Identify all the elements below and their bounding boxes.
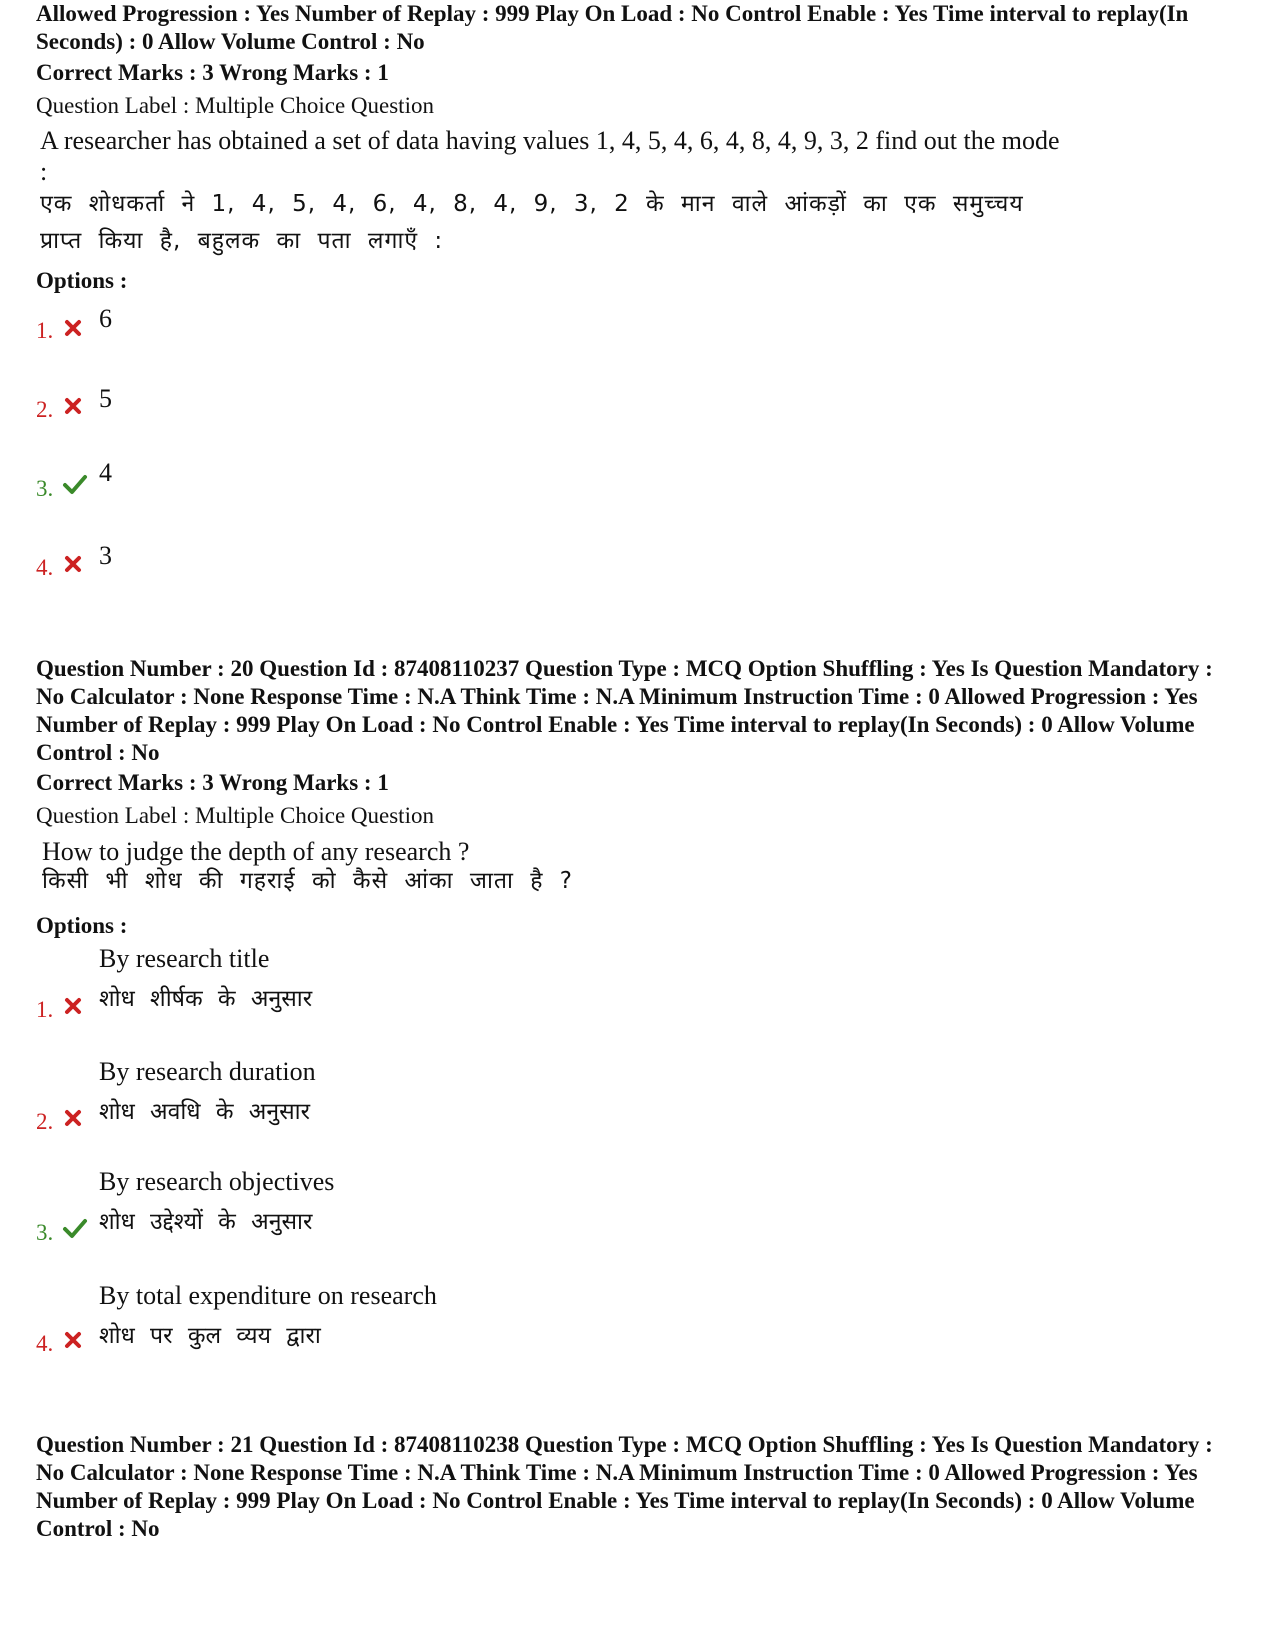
q19-option-2-text: 5	[99, 384, 112, 413]
q19-question-text-en: A researcher has obtained a set of data having values 1, 4, 5, 4, 6, 4, 8, 4, 9, 3, 2 find out the mode :	[40, 126, 1060, 186]
q19-option-4-number: 4.	[36, 555, 54, 580]
q20-option-1-text-hi: शोध शीर्षक के अनुसार	[99, 986, 313, 1012]
q19-meta: Allowed Progression : Yes Number of Replay : 999 Play On Load : No Control Enable : Yes Time interval to replay(In Seconds) : 0 Allow Volume Control : No	[36, 1, 1189, 54]
q20-options-label: Options :	[36, 913, 128, 938]
q19-option-3-text: 4	[99, 458, 112, 487]
q20-marks: Correct Marks : 3 Wrong Marks : 1	[36, 770, 389, 795]
q20-meta: Question Number : 20 Question Id : 87408110237 Question Type : MCQ Option Shuffling : Yes Is Question Mandatory : No Calculator : None Response Time : N.A Think Time : N.A Minimum Instruction Time : 0 Allowed Progression : Yes Number of Replay : 999 Play On Load : No Control Enable : Yes Time interval to replay(In Seconds) : 0 Allow Volume Control : No	[36, 656, 1213, 765]
q20-option-2-text-en: By research duration	[99, 1057, 316, 1086]
q19-option-1-number: 1.	[36, 318, 54, 343]
q20-option-2-number: 2.	[36, 1109, 54, 1134]
cross-icon	[62, 317, 84, 339]
cross-icon	[62, 1107, 84, 1129]
check-icon	[62, 473, 88, 495]
q19-option-4-text: 3	[99, 541, 112, 570]
q19-marks: Correct Marks : 3 Wrong Marks : 1	[36, 60, 389, 85]
q20-option-4-text-hi: शोध पर कुल व्यय द्वारा	[99, 1323, 321, 1349]
cross-icon	[62, 553, 84, 575]
q21-meta: Question Number : 21 Question Id : 87408110238 Question Type : MCQ Option Shuffling : Yes Is Question Mandatory : No Calculator : None Response Time : N.A Think Time : N.A Minimum Instruction Time : 0 Allowed Progression : Yes Number of Replay : 999 Play On Load : No Control Enable : Yes Time interval to replay(In Seconds) : 0 Allow Volume Control : No	[36, 1432, 1213, 1541]
q19-question-label: Question Label : Multiple Choice Question	[36, 93, 434, 118]
q20-option-3-text-en: By research objectives	[99, 1167, 335, 1196]
q19-option-2-number: 2.	[36, 397, 54, 422]
q20-question-text-en: How to judge the depth of any research ?	[42, 837, 470, 866]
cross-icon	[62, 1329, 84, 1351]
q20-option-3-text-hi: शोध उद्देश्यों के अनुसार	[99, 1209, 313, 1235]
q20-option-4-number: 4.	[36, 1331, 54, 1356]
q19-options-label: Options :	[36, 268, 128, 293]
check-icon	[62, 1217, 88, 1239]
q19-option-1-text: 6	[99, 304, 112, 333]
q20-option-1-text-en: By research title	[99, 944, 270, 973]
q20-option-3-number: 3.	[36, 1220, 54, 1245]
cross-icon	[62, 995, 84, 1017]
cross-icon	[62, 395, 84, 417]
q20-option-1-number: 1.	[36, 997, 54, 1022]
q20-question-text-hi: किसी भी शोध की गहराई को कैसे आंका जाता है ?	[42, 868, 574, 894]
q19-question-text-hi: एक शोधकर्ता ने 1, 4, 5, 4, 6, 4, 8, 4, 9, 3, 2 के मान वाले आंकड़ों का एक समुच्चय प्राप्त किया है, बहुलक का पता लगाएँ :	[40, 191, 1024, 254]
q20-option-4-text-en: By total expenditure on research	[99, 1281, 437, 1310]
q20-option-2-text-hi: शोध अवधि के अनुसार	[99, 1099, 311, 1125]
q19-option-3-number: 3.	[36, 476, 54, 501]
q20-question-label: Question Label : Multiple Choice Question	[36, 803, 434, 828]
